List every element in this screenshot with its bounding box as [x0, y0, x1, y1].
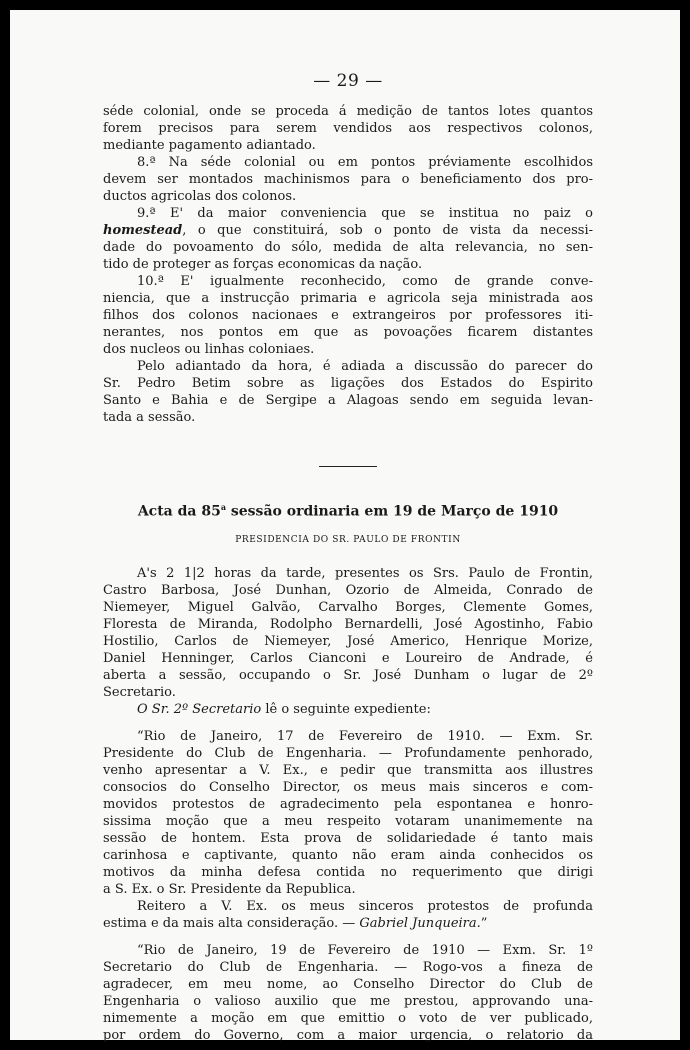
text-line-rest: , o que constituirá, sob o ponto de vista da necessi- — [182, 223, 593, 238]
text-line: Niemeyer, Miguel Galvão, Carvalho Borges, Clemente Gomes, — [103, 600, 593, 615]
paragraph-secretario — [103, 701, 593, 718]
page-number: — 29 — — [313, 71, 383, 91]
paragraph-item-8 — [103, 154, 593, 205]
text-line: a S. Ex. o Sr. Presidente da Republica. — [103, 882, 356, 897]
text-line: aberta a sessão, occupando o Sr. José Dunham o lugar de 2º — [103, 668, 593, 683]
text-line-homestead — [103, 222, 593, 239]
spacer — [103, 932, 593, 942]
text-line: 10.ª E' igualmente reconhecido, como de grande conve- — [137, 274, 593, 289]
text-line: Santo e Bahia e de Sergipe a Alagoas sendo em seguida levan- — [103, 393, 593, 408]
text-line: “Rio de Janeiro, 17 de Fevereiro de 1910. — Exm. Sr. — [137, 729, 593, 744]
text-line: devem ser montados machinismos para o beneficiamento dos pro- — [103, 172, 593, 187]
text-line: tada a sessão. — [103, 410, 196, 425]
paragraph-item-9 — [103, 205, 593, 273]
text-line: motivos da minha defesa contida no requerimento que dirigi — [103, 865, 593, 880]
text-line: sissima moção que a meu respeito votaram unanimemente na — [103, 814, 593, 829]
signature-name: Gabriel Junqueira. — [359, 916, 481, 931]
page-content — [103, 67, 593, 1044]
text-line: Castro Barbosa, José Dunhan, Ozorio de Almeida, Conrado de — [103, 583, 593, 598]
text-line: niencia, que a instrucção primaria e agricola seja ministrada aos — [103, 291, 593, 306]
paragraph-item-10 — [103, 273, 593, 358]
text-line: nimemente a moção em que emittio o voto de ver publicado, — [103, 1011, 593, 1026]
closing-quote: ” — [480, 916, 488, 931]
text-line: dos nucleos ou linhas coloniaes. — [103, 342, 315, 357]
letter-2 — [103, 942, 593, 1044]
text-line: Engenharia o valioso auxilio que me prestou, approvando una- — [103, 994, 593, 1009]
text-line: Hostilio, Carlos de Niemeyer, José Americo, Henrique Morize, — [103, 634, 593, 649]
text-line: sessão de hontem. Esta prova de solidariedade é tanto mais — [103, 831, 593, 846]
text-line-signature — [103, 915, 593, 932]
text-line: carinhosa e captivante, quanto não eram ainda conhecidos os — [103, 848, 593, 863]
text-line: ductos agricolas dos colonos. — [103, 189, 297, 204]
text-line: movidos protestos de agradecimento pela espontanea e honro- — [103, 797, 593, 812]
document-page — [10, 10, 680, 1043]
text-line: “Rio de Janeiro, 19 de Fevereiro de 1910 — Exm. Sr. 1º — [137, 943, 593, 958]
acta-title-post: sessão ordinaria em 19 de Março de 1910 — [226, 503, 559, 520]
text-line: séde colonial, onde se proceda á medição de tantos lotes quantos — [103, 104, 593, 119]
text-line: 8.ª Na séde colonial ou em pontos préviamente escolhidos — [137, 155, 593, 170]
text-line: tido de proteger as forças economicas da nação. — [103, 257, 423, 272]
acta-title — [103, 497, 593, 520]
text-line: Presidente do Club de Engenharia. — Profundamente penhorado, — [103, 746, 593, 761]
section-divider — [319, 466, 377, 467]
presidencia-line: PRESIDENCIA DO SR. PAULO DE FRONTIN — [235, 535, 461, 545]
secretario-label: O Sr. 2º Secretario — [137, 702, 262, 717]
paragraph-continuation — [103, 103, 593, 154]
text-line: forem precisos para serem vendidos aos respectivos colonos, — [103, 121, 593, 136]
text-line — [103, 701, 593, 718]
text-line: Secretario. — [103, 685, 176, 700]
text-line: nerantes, nos pontos em que as povoações ficarem distantes — [103, 325, 593, 340]
text-line: Daniel Henninger, Carlos Cianconi e Loureiro de Andrade, é — [103, 651, 593, 666]
text-line: filhos dos colonos nacionaes e extrangeiros por professores iti- — [103, 308, 593, 323]
text-line: 9.ª E' da maior conveniencia que se institua no paiz o — [137, 206, 593, 221]
homestead-term: homestead — [103, 223, 183, 238]
acta-title-pre: Acta da 85 — [137, 503, 221, 520]
text-line: dade do povoamento do sólo, medida de alta relevancia, no sen- — [103, 240, 593, 255]
text-line: Secretario do Club de Engenharia. — Rogo-vos a fineza de — [103, 960, 593, 975]
paragraph-adjournment — [103, 358, 593, 426]
text-line: Reitero a V. Ex. os meus sinceros protestos de profunda — [137, 899, 593, 914]
text-line: por ordem do Governo, com a maior urgencia, o relatorio da — [103, 1028, 593, 1043]
text-line: A's 2 1|2 horas da tarde, presentes os Srs. Paulo de Frontin, — [137, 566, 593, 581]
text-line: consocios do Conselho Director, os meus mais sinceros e com- — [103, 780, 593, 795]
text-line: mediante pagamento adiantado. — [103, 138, 316, 153]
text-line: Floresta de Miranda, Rodolpho Bernardelli, José Agostinho, Fabio — [103, 617, 593, 632]
text-line: venho apresentar a V. Ex., e pedir que transmitta aos illustres — [103, 763, 593, 778]
secretario-text: lê o seguinte expediente: — [261, 702, 431, 717]
closing-text: estima e da mais alta consideração. — — [103, 916, 360, 931]
paragraph-opening — [103, 565, 593, 701]
acta-title-sup: a — [220, 502, 227, 512]
spacer — [103, 718, 593, 728]
letter-1 — [103, 728, 593, 932]
text-line: Pelo adiantado da hora, é adiada a discussão do parecer do — [137, 359, 593, 374]
text-line: agradecer, em meu nome, ao Conselho Director do Club de — [103, 977, 593, 992]
text-line: Sr. Pedro Betim sobre as ligações dos Estados do Espirito — [103, 376, 593, 391]
